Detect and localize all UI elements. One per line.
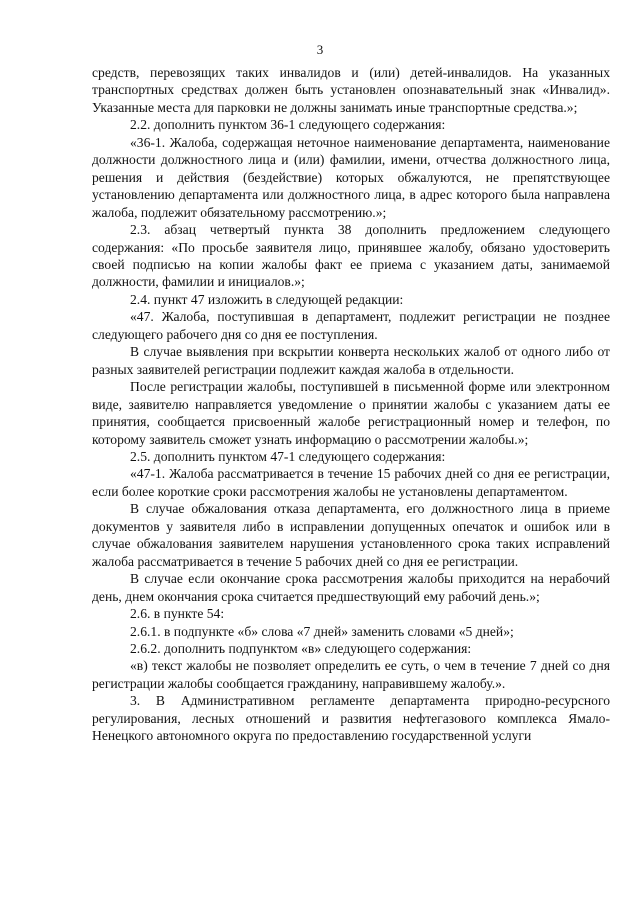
paragraph: «47-1. Жалоба рассматривается в течение 15 рабочих дней со дня ее регистрации, если более короткие сроки рассмотрения жалобы не установлены департаментом. (92, 466, 610, 499)
paragraph: 3. В Административном регламенте департамента природно-ресурсного регулирования, лесных отношений и развития нефтегазового комплекса Ямало-Ненецкого автономного округа по предоставлению государственной услуги (92, 693, 610, 744)
paragraph: 2.5. дополнить пунктом 47-1 следующего содержания: (130, 448, 446, 464)
document-body (92, 64, 610, 745)
paragraph: 2.2. дополнить пунктом 36-1 следующего содержания: (130, 117, 446, 133)
paragraph: В случае выявления при вскрытии конверта нескольких жалоб от одного либо от разных заявителей регистрации подлежит каждая жалоба в отдельности. (92, 344, 610, 377)
paragraph: 2.6.1. в подпункте «б» слова «7 дней» заменить словами «5 дней»; (130, 623, 514, 639)
paragraph: 2.4. пункт 47 изложить в следующей редакции: (130, 291, 404, 307)
paragraph: 2.6. в пункте 54: (130, 606, 225, 622)
paragraph: средств, перевозящих таких инвалидов и (или) детей-инвалидов. На указанных транспортных средствах должен быть установлен опознавательный знак «Инвалид». Указанные места для парковки не должны занимать иные транспортные средства.»; (92, 65, 610, 115)
paragraph: «36-1. Жалоба, содержащая неточное наименование департамента, наименование должности должностного лица и (или) фамилии, имени, отчества должностного лица, решения и действия (бездействие) которых обжалуются, не препятствующее установлению департамента или должностного лица, в адрес которого была направлена жалоба, подлежит обязательному рассмотрению.»; (92, 134, 610, 220)
paragraph: «в) текст жалобы не позволяет определить ее суть, о чем в течение 7 дней со дня регистрации жалобы сообщается гражданину, направившему жалобу.». (92, 658, 610, 691)
paragraph: После регистрации жалобы, поступившей в письменной форме или электронном виде, заявителю направляется уведомление о принятии жалобы с указанием даты ее принятия, сообщается присвоенный жалобе регистрационный номер и телефон, по которому заявитель сможет узнать информацию о рассмотрении жалобы.»; (92, 379, 610, 447)
paragraph: 2.6.2. дополнить подпунктом «в» следующего содержания: (130, 640, 472, 656)
paragraph: 2.3. абзац четвертый пункта 38 дополнить предложением следующего содержания: «По просьбе заявителя лицо, принявшее жалобу, обязано удостоверить своей подписью на копии жалобы факт ее приема с указанием даты, занимаемой должности, фамилии и инициалов.»; (92, 222, 610, 290)
paragraph: «47. Жалоба, поступившая в департамент, подлежит регистрации не позднее следующего рабочего дня со дня ее поступления. (92, 309, 610, 342)
page-number: 3 (316, 42, 324, 57)
paragraph: В случае если окончание срока рассмотрения жалобы приходится на нерабочий день, днем окончания срока считается предшествующий ему рабочий день.»; (92, 571, 610, 604)
paragraph: В случае обжалования отказа департамента, его должностного лица в приеме документов у заявителя либо в исправлении допущенных опечаток и ошибок или в случае обжалования заявителем нарушения установленного срока таких исправлений жалоба рассматривается в течение 5 рабочих дней со дня ее регистрации. (92, 501, 610, 569)
